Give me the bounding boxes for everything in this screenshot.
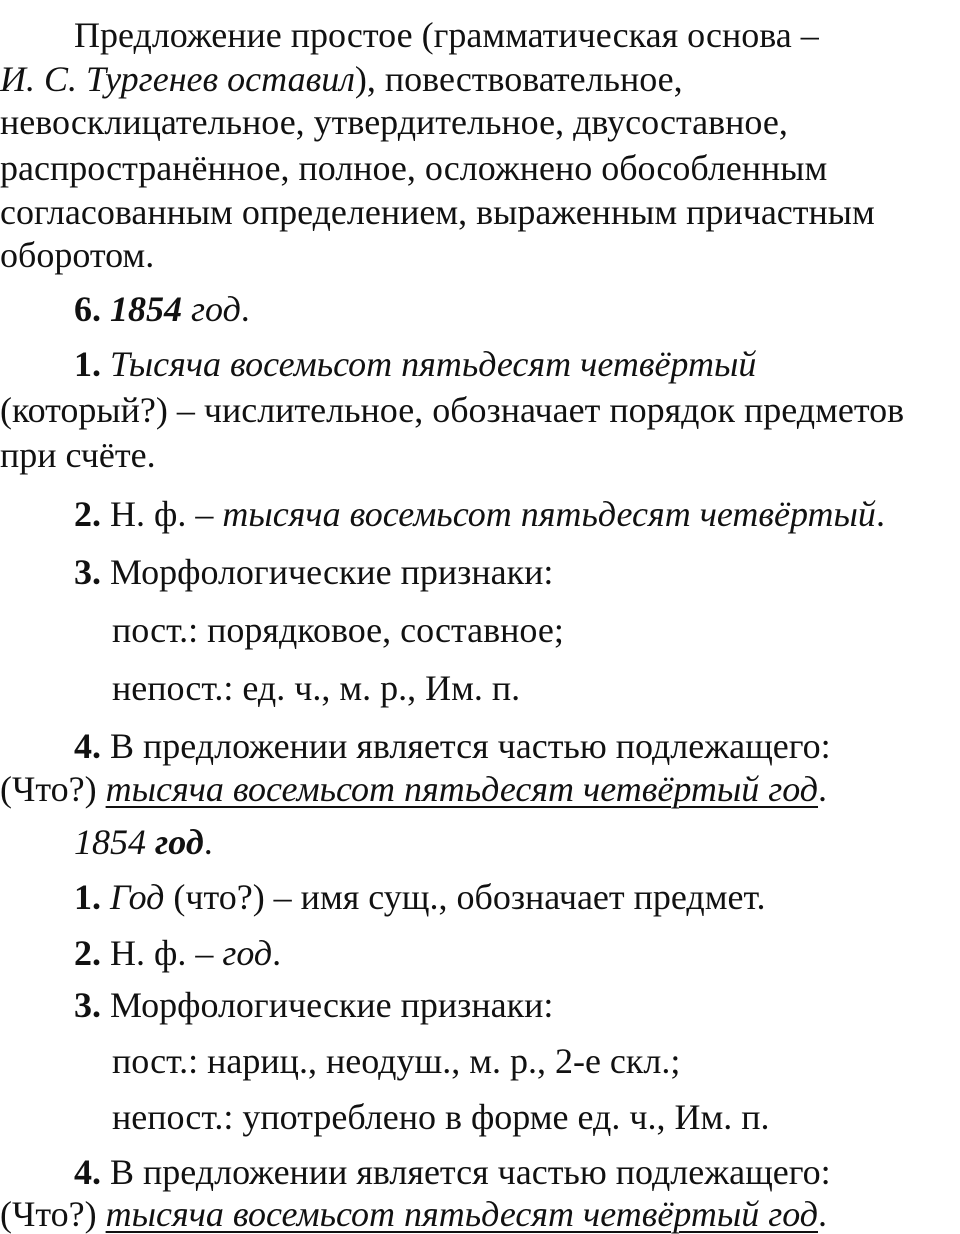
item-line	[74, 935, 281, 971]
item-line	[74, 346, 756, 382]
text-span: (Что?)	[0, 1194, 97, 1234]
item-number: 1.	[74, 877, 101, 917]
heading-number-word: 1854	[74, 822, 146, 862]
text-line	[0, 237, 154, 273]
text-span: .	[240, 289, 250, 329]
text-line	[0, 150, 827, 186]
heading-number-word: 1854	[110, 289, 182, 329]
initial-form: тысяча восемьсот пятьдесят четвёртый	[222, 494, 876, 534]
text-line	[74, 17, 819, 53]
text-span: оборотом.	[0, 235, 155, 275]
text-span: (Что?)	[0, 769, 97, 809]
text-line	[0, 104, 788, 140]
item-number: 3.	[74, 552, 101, 592]
text-line	[0, 437, 156, 473]
text-span: Предложение простое (грамматическая основа –	[74, 15, 819, 55]
item-line	[74, 496, 885, 532]
subject-phrase: тысяча восемьсот пятьдесят четвёртый год	[105, 769, 818, 809]
text-line	[0, 771, 827, 807]
text-span: Н. ф. –	[110, 494, 214, 534]
initial-form: год	[222, 933, 273, 973]
text-span: невосклицательное, утвердительное, двусоставное,	[0, 102, 788, 142]
text-span: ), повествовательное,	[354, 59, 683, 99]
text-line	[0, 1196, 827, 1232]
text-line	[112, 670, 520, 706]
text-span: Морфологические признаки:	[110, 552, 554, 592]
item-number: 2.	[74, 494, 101, 534]
text-line	[112, 1043, 680, 1079]
text-span: .	[203, 822, 213, 862]
item-number: 3.	[74, 985, 101, 1025]
analyzed-word: Год	[110, 877, 165, 917]
item-number: 2.	[74, 933, 101, 973]
text-span: .	[818, 769, 827, 809]
text-span: (который?) – числительное, обозначает порядок предметов	[0, 390, 905, 430]
constant-features: пост.: порядковое, составное;	[112, 610, 564, 650]
item-line	[74, 879, 766, 915]
variable-features: непост.: употреблено в форме ед. ч., Им. п.	[112, 1097, 770, 1137]
heading-word: год	[155, 822, 204, 862]
text-span: при счёте.	[0, 435, 156, 475]
item-number: 1.	[74, 344, 101, 384]
analyzed-word: Тысяча восемьсот пятьдесят четвёртый	[110, 344, 757, 384]
text-span: В предложении является частью подлежащего:	[110, 1152, 831, 1192]
item-line	[74, 1154, 831, 1190]
text-line	[112, 1099, 770, 1135]
text-span: Н. ф. –	[110, 933, 214, 973]
text-span: В предложении является частью подлежащего:	[110, 726, 831, 766]
text-line	[0, 61, 683, 97]
section-heading	[74, 824, 213, 860]
subject-phrase: тысяча восемьсот пятьдесят четвёртый год	[105, 1194, 818, 1234]
constant-features: пост.: нариц., неодуш., м. р., 2-е скл.;	[112, 1041, 681, 1081]
text-span: распространённое, полное, осложнено обособленным	[0, 148, 828, 188]
text-span: .	[818, 1194, 827, 1234]
text-span: .	[272, 933, 282, 973]
section-heading	[74, 291, 250, 327]
item-line	[74, 728, 831, 764]
text-span: согласованным определением, выраженным причастным	[0, 192, 875, 232]
variable-features: непост.: ед. ч., м. р., Им. п.	[112, 668, 521, 708]
text-span: (что?) – имя сущ., обозначает предмет.	[173, 877, 766, 917]
text-span: Морфологические признаки:	[110, 985, 554, 1025]
section-number: 6.	[74, 289, 101, 329]
text-span: .	[875, 494, 885, 534]
grammatical-basis: И. С. Тургенев оставил	[0, 59, 355, 99]
text-line	[0, 392, 904, 428]
text-line	[0, 194, 875, 230]
heading-word: год	[191, 289, 241, 329]
item-number: 4.	[74, 726, 101, 766]
item-line	[74, 554, 553, 590]
item-line	[74, 987, 553, 1023]
text-line	[112, 612, 564, 648]
item-number: 4.	[74, 1152, 101, 1192]
